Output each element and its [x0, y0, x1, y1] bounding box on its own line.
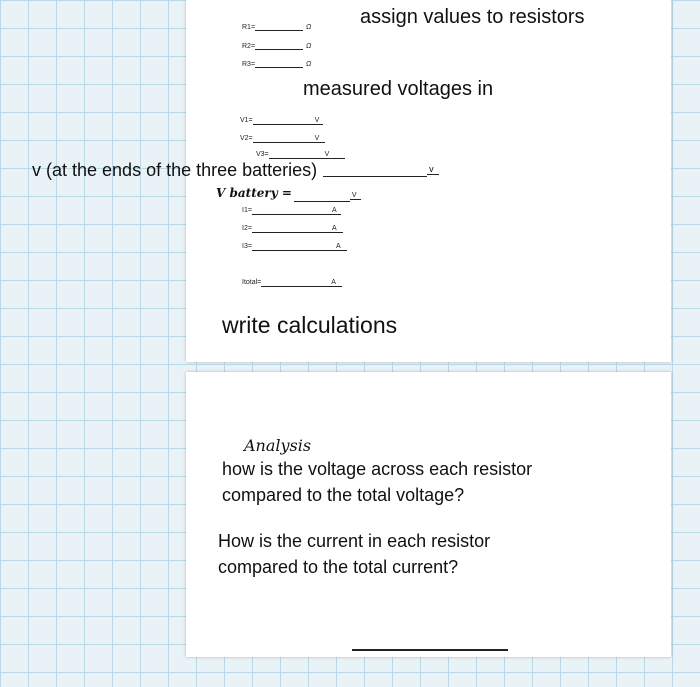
- i2-blank: [252, 232, 330, 233]
- itotal-label: Itotal=: [242, 279, 262, 286]
- i2-label: I2=: [242, 225, 252, 232]
- i1-blank: [252, 214, 330, 215]
- resistor-row-2: [242, 43, 311, 50]
- batteries-blank: [323, 176, 427, 177]
- current-row-1: [242, 207, 341, 215]
- i3-unit: A: [334, 243, 347, 251]
- i1-unit: A: [330, 207, 341, 215]
- analysis-handwritten-title: Analysis: [244, 436, 312, 455]
- batteries-row: [32, 160, 439, 181]
- worksheet-card-bottom: [186, 372, 671, 657]
- v2-unit: V: [313, 135, 326, 143]
- i3-label: I3=: [242, 243, 252, 250]
- write-calculations-heading: write calculations: [222, 312, 398, 338]
- v-battery-unit: V: [350, 192, 361, 200]
- i2-unit: A: [330, 225, 343, 233]
- v1-label: V1=: [240, 117, 253, 124]
- r2-unit: Ω: [306, 43, 312, 50]
- analysis-q1-line2: compared to the total voltage?: [222, 485, 465, 505]
- voltage-row-3: [256, 151, 345, 159]
- v-battery-blank: [294, 201, 350, 202]
- v3-unit: V: [323, 151, 346, 159]
- itotal-unit: A: [329, 279, 342, 287]
- v1-blank: [253, 124, 313, 125]
- i3-blank: [252, 250, 334, 251]
- measured-voltages-heading: measured voltages in: [303, 78, 494, 100]
- v3-label: V3=: [256, 151, 269, 158]
- v2-blank: [253, 142, 313, 143]
- current-row-3: [242, 243, 347, 251]
- v3-blank: [269, 158, 323, 159]
- resistor-row-3: [242, 61, 311, 68]
- r2-label: R2=: [242, 43, 256, 50]
- r2-blank: [255, 49, 303, 50]
- worksheet-card-top: [186, 0, 671, 362]
- r1-label: R1=: [242, 24, 256, 31]
- voltage-row-1: [240, 117, 323, 125]
- v2-label: V2=: [240, 135, 253, 142]
- r3-blank: [255, 67, 303, 68]
- r3-unit: Ω: [306, 61, 312, 68]
- itotal-row: [242, 279, 342, 287]
- i1-label: I1=: [242, 207, 252, 214]
- analysis-q1-line1: how is the voltage across each resistor: [222, 459, 533, 479]
- analysis-q2-line1: How is the current in each resistor: [218, 531, 491, 551]
- home-indicator-bar: [352, 649, 508, 651]
- resistor-row-1: [242, 24, 311, 31]
- r1-blank: [255, 30, 303, 31]
- v-battery-label: V battery =: [216, 186, 292, 200]
- v1-unit: V: [313, 117, 324, 125]
- assign-values-heading: assign values to resistors: [360, 6, 585, 28]
- voltage-row-2: [240, 135, 325, 143]
- itotal-blank: [261, 286, 329, 287]
- current-row-2: [242, 225, 343, 233]
- r3-label: R3=: [242, 61, 256, 68]
- r1-unit: Ω: [306, 24, 312, 31]
- v-battery-row: [216, 184, 361, 202]
- batteries-label: v (at the ends of the three batteries): [32, 160, 318, 180]
- analysis-q2-line2: compared to the total current?: [218, 557, 459, 577]
- batteries-unit: v: [427, 164, 439, 175]
